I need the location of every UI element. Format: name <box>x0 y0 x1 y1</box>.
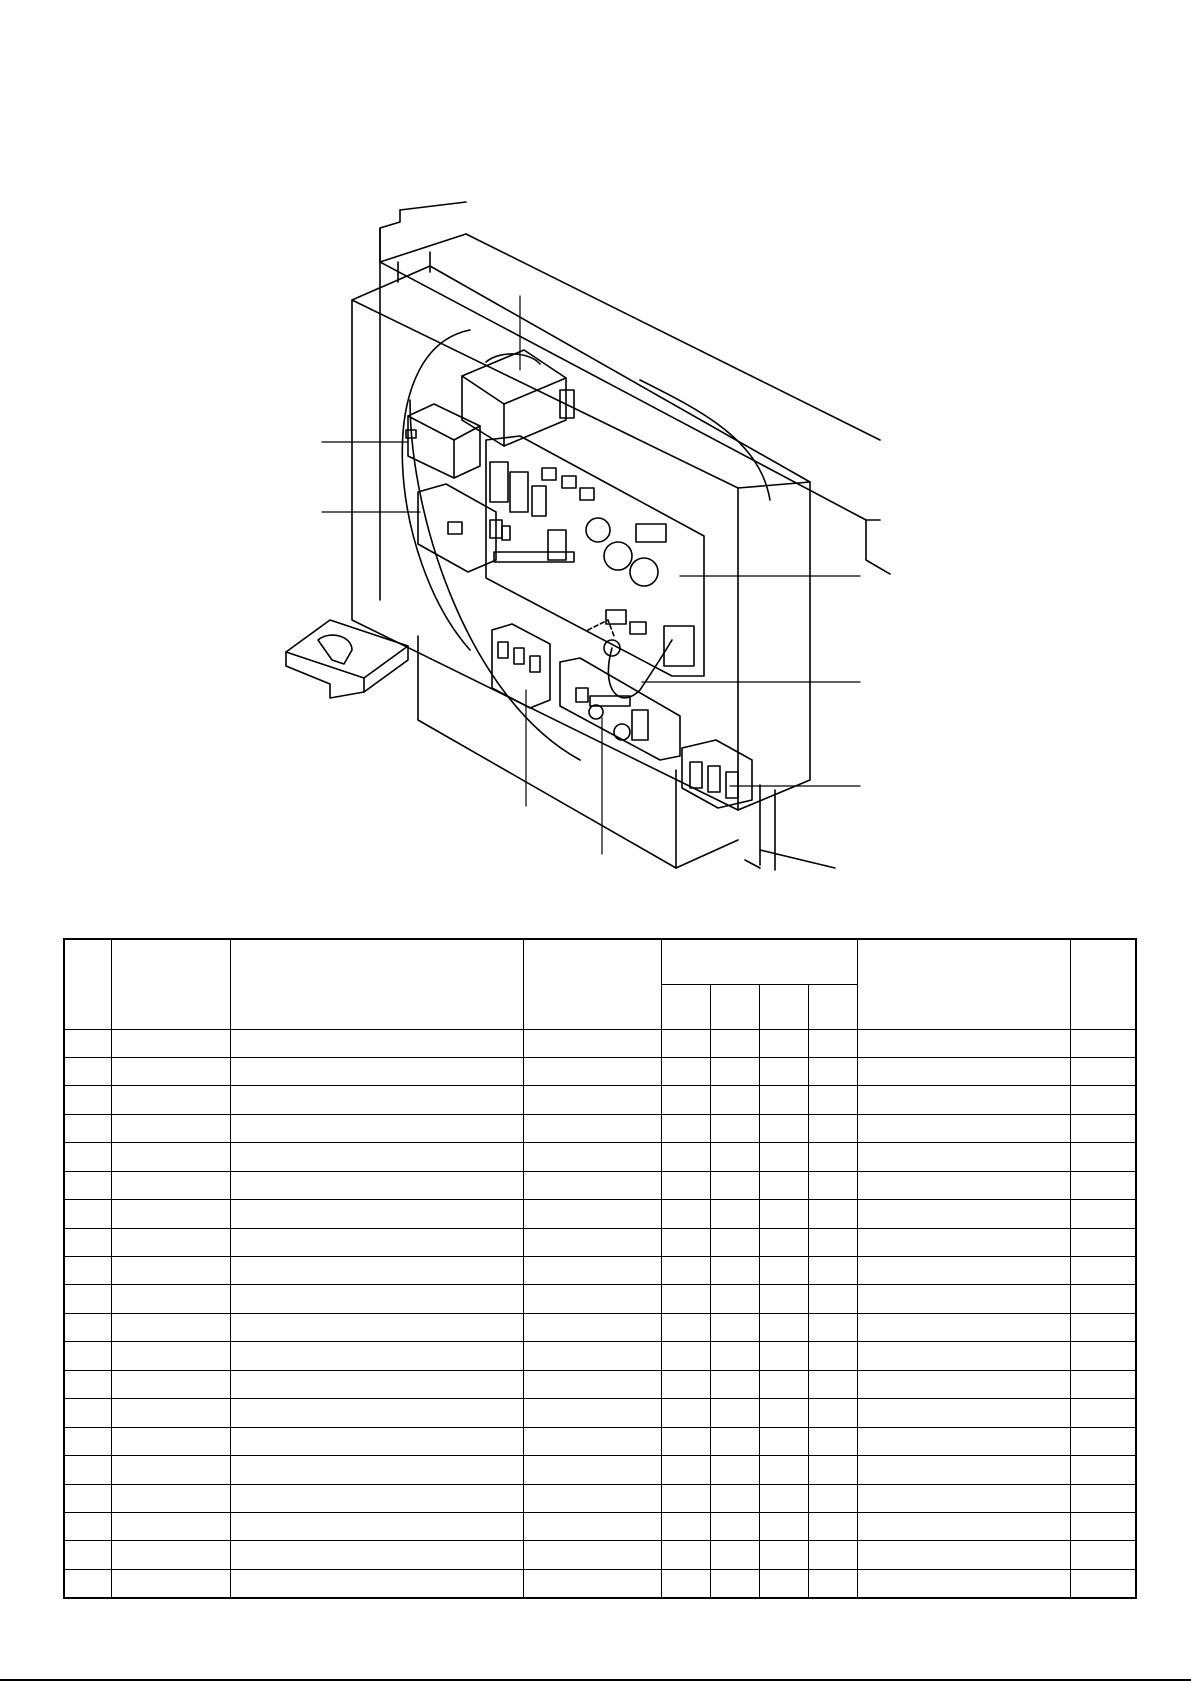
control-box-housing <box>352 266 810 810</box>
header-cell-location-no <box>64 939 111 1029</box>
table-cell <box>111 1029 230 1057</box>
table-cell <box>661 1569 710 1598</box>
table-cell <box>857 1427 1070 1455</box>
table-cell <box>808 1114 857 1142</box>
header-cell-qty-a <box>661 984 710 1029</box>
header-cell-qty-c <box>759 984 808 1029</box>
table-cell <box>523 1171 661 1199</box>
table-cell <box>710 1029 759 1057</box>
table-cell <box>1070 1057 1136 1085</box>
table-row <box>64 1285 1136 1313</box>
table-cell <box>857 1456 1070 1484</box>
table-cell <box>710 1512 759 1540</box>
table-row <box>64 1484 1136 1512</box>
table-cell <box>1070 1171 1136 1199</box>
table-cell <box>523 1200 661 1228</box>
relay <box>406 404 480 478</box>
table-cell <box>111 1257 230 1285</box>
table-row <box>64 1228 1136 1256</box>
table-cell <box>64 1427 111 1455</box>
transformer <box>462 350 574 446</box>
table-cell <box>857 1370 1070 1398</box>
footer-rule <box>0 1679 1191 1681</box>
table-cell <box>523 1114 661 1142</box>
table-cell <box>759 1541 808 1569</box>
sub-pcb <box>560 658 680 760</box>
table-cell <box>759 1512 808 1540</box>
table-cell <box>857 1200 1070 1228</box>
table-cell <box>808 1399 857 1427</box>
table-cell <box>710 1313 759 1341</box>
table-cell <box>230 1342 523 1370</box>
table-cell <box>808 1029 857 1057</box>
table-cell <box>808 1541 857 1569</box>
table-cell <box>64 1086 111 1114</box>
table-cell <box>1070 1370 1136 1398</box>
table-cell <box>230 1086 523 1114</box>
table-row <box>64 1257 1136 1285</box>
table-row <box>64 1143 1136 1171</box>
table-cell <box>1070 1313 1136 1341</box>
table-cell <box>857 1285 1070 1313</box>
table-cell <box>710 1427 759 1455</box>
table-cell <box>857 1029 1070 1057</box>
table-row <box>64 1512 1136 1540</box>
table-cell <box>759 1399 808 1427</box>
table-cell <box>710 1370 759 1398</box>
table-row <box>64 1370 1136 1398</box>
table-cell <box>64 1057 111 1085</box>
table-cell <box>230 1200 523 1228</box>
header-cell-part-no <box>111 939 230 1029</box>
table-cell <box>759 1285 808 1313</box>
table-row <box>64 1200 1136 1228</box>
table-cell <box>759 1029 808 1057</box>
table-cell <box>64 1257 111 1285</box>
table-cell <box>111 1228 230 1256</box>
table-row <box>64 1057 1136 1085</box>
table-cell <box>857 1228 1070 1256</box>
table-cell <box>64 1200 111 1228</box>
table-cell <box>230 1569 523 1598</box>
table-row <box>64 1171 1136 1199</box>
table-cell <box>1070 1512 1136 1540</box>
table-cell <box>64 1569 111 1598</box>
table-cell <box>710 1541 759 1569</box>
table-cell <box>64 1512 111 1540</box>
table-cell <box>1070 1029 1136 1057</box>
table-cell <box>857 1057 1070 1085</box>
terminal-block <box>682 740 752 808</box>
table-cell <box>111 1285 230 1313</box>
table-cell <box>710 1484 759 1512</box>
table-cell <box>64 1313 111 1341</box>
table-cell <box>857 1484 1070 1512</box>
table-cell <box>523 1313 661 1341</box>
table-cell <box>230 1285 523 1313</box>
table-cell <box>857 1541 1070 1569</box>
table-row <box>64 1029 1136 1057</box>
table-cell <box>64 1029 111 1057</box>
table-row <box>64 1342 1136 1370</box>
table-cell <box>1070 1456 1136 1484</box>
table-cell <box>111 1484 230 1512</box>
table-cell <box>1070 1484 1136 1512</box>
header-cell-qty-b <box>710 984 759 1029</box>
table-cell <box>661 1342 710 1370</box>
table-cell <box>1070 1569 1136 1598</box>
callout-leaders <box>322 296 860 854</box>
table-cell <box>710 1342 759 1370</box>
table-cell <box>661 1456 710 1484</box>
table-cell <box>857 1569 1070 1598</box>
header-cell-price-code <box>1070 939 1136 1029</box>
table-row <box>64 1569 1136 1598</box>
table-cell <box>661 1200 710 1228</box>
table-cell <box>759 1171 808 1199</box>
table-cell <box>1070 1257 1136 1285</box>
chassis-frame <box>380 202 890 870</box>
table-cell <box>111 1057 230 1085</box>
table-cell <box>230 1143 523 1171</box>
table-cell <box>710 1456 759 1484</box>
table-cell <box>1070 1427 1136 1455</box>
table-cell <box>1070 1114 1136 1142</box>
table-cell <box>759 1200 808 1228</box>
table-cell <box>1070 1143 1136 1171</box>
table-row <box>64 1086 1136 1114</box>
table-cell <box>808 1285 857 1313</box>
table-cell <box>111 1342 230 1370</box>
table-cell <box>111 1399 230 1427</box>
table-cell <box>808 1370 857 1398</box>
table-cell <box>111 1200 230 1228</box>
table-cell <box>230 1541 523 1569</box>
table-cell <box>808 1512 857 1540</box>
table-cell <box>1070 1541 1136 1569</box>
table-cell <box>111 1313 230 1341</box>
table-cell <box>230 1399 523 1427</box>
table-cell <box>64 1456 111 1484</box>
table-cell <box>111 1569 230 1598</box>
table-row <box>64 1313 1136 1341</box>
table-cell <box>759 1313 808 1341</box>
table-cell <box>661 1228 710 1256</box>
table-cell <box>111 1456 230 1484</box>
table-cell <box>759 1228 808 1256</box>
table-cell <box>523 1228 661 1256</box>
table-cell <box>111 1541 230 1569</box>
table-cell <box>523 1399 661 1427</box>
table-cell <box>230 1313 523 1341</box>
table-row <box>64 1427 1136 1455</box>
table-cell <box>808 1342 857 1370</box>
table-cell <box>661 1285 710 1313</box>
table-cell <box>759 1427 808 1455</box>
parts-list-table <box>63 938 1137 1599</box>
table-cell <box>64 1370 111 1398</box>
table-cell <box>661 1427 710 1455</box>
fuse-board <box>492 624 550 708</box>
table-cell <box>710 1114 759 1142</box>
table-cell <box>857 1399 1070 1427</box>
table-cell <box>230 1228 523 1256</box>
table-cell <box>661 1257 710 1285</box>
table-cell <box>710 1171 759 1199</box>
table-cell <box>661 1171 710 1199</box>
table-cell <box>808 1569 857 1598</box>
table-cell <box>64 1541 111 1569</box>
table-cell <box>857 1143 1070 1171</box>
table-cell <box>230 1257 523 1285</box>
table-cell <box>111 1427 230 1455</box>
mounting-bracket <box>286 620 738 868</box>
table-cell <box>710 1228 759 1256</box>
table-cell <box>111 1512 230 1540</box>
table-row <box>64 1399 1136 1427</box>
table-row <box>64 1114 1136 1142</box>
table-cell <box>661 1114 710 1142</box>
table-cell <box>64 1285 111 1313</box>
table-cell <box>808 1200 857 1228</box>
header-cell-remarks <box>857 939 1070 1029</box>
table-cell <box>523 1057 661 1085</box>
table-cell <box>661 1541 710 1569</box>
table-cell <box>230 1427 523 1455</box>
table-cell <box>808 1456 857 1484</box>
table-cell <box>661 1143 710 1171</box>
table-cell <box>111 1143 230 1171</box>
table-cell <box>808 1086 857 1114</box>
table-cell <box>710 1569 759 1598</box>
table-cell <box>230 1029 523 1057</box>
table-row <box>64 1541 1136 1569</box>
header-cell-specification <box>523 939 661 1029</box>
table-cell <box>857 1512 1070 1540</box>
table-cell <box>759 1456 808 1484</box>
table-cell <box>64 1399 111 1427</box>
header-cell-description <box>230 939 523 1029</box>
table-cell <box>808 1057 857 1085</box>
table-cell <box>64 1171 111 1199</box>
table-cell <box>759 1057 808 1085</box>
table-cell <box>857 1171 1070 1199</box>
table-cell <box>710 1257 759 1285</box>
table-cell <box>808 1143 857 1171</box>
table-cell <box>523 1143 661 1171</box>
table-cell <box>710 1200 759 1228</box>
table-cell <box>661 1029 710 1057</box>
table-cell <box>759 1143 808 1171</box>
table-cell <box>661 1484 710 1512</box>
table-cell <box>64 1228 111 1256</box>
table-cell <box>523 1285 661 1313</box>
table-cell <box>857 1342 1070 1370</box>
table-cell <box>230 1512 523 1540</box>
table-cell <box>808 1171 857 1199</box>
table-cell <box>661 1057 710 1085</box>
table-cell <box>808 1228 857 1256</box>
table-cell <box>523 1370 661 1398</box>
table-cell <box>759 1114 808 1142</box>
table-cell <box>710 1086 759 1114</box>
table-cell <box>1070 1228 1136 1256</box>
table-header <box>64 939 1136 1029</box>
table-cell <box>857 1114 1070 1142</box>
table-cell <box>808 1257 857 1285</box>
table-cell <box>857 1257 1070 1285</box>
table-cell <box>1070 1399 1136 1427</box>
table-cell <box>759 1342 808 1370</box>
table-cell <box>710 1143 759 1171</box>
table-cell <box>808 1313 857 1341</box>
table-cell <box>759 1484 808 1512</box>
table-cell <box>64 1114 111 1142</box>
table-cell <box>230 1456 523 1484</box>
table-cell <box>523 1029 661 1057</box>
table-cell <box>64 1143 111 1171</box>
table-cell <box>857 1313 1070 1341</box>
table-cell <box>111 1086 230 1114</box>
table-cell <box>1070 1200 1136 1228</box>
table-cell <box>661 1399 710 1427</box>
table-cell <box>230 1171 523 1199</box>
table-cell <box>523 1456 661 1484</box>
table-cell <box>230 1484 523 1512</box>
header-cell-quantity-group <box>661 939 857 984</box>
table-cell <box>523 1086 661 1114</box>
table-cell <box>759 1569 808 1598</box>
table-cell <box>523 1569 661 1598</box>
table-cell <box>523 1541 661 1569</box>
table-cell <box>523 1484 661 1512</box>
table-cell <box>523 1257 661 1285</box>
table-row <box>64 1456 1136 1484</box>
table-cell <box>523 1427 661 1455</box>
table-cell <box>230 1114 523 1142</box>
table-cell <box>230 1370 523 1398</box>
table-cell <box>759 1086 808 1114</box>
table-cell <box>710 1285 759 1313</box>
table-cell <box>808 1484 857 1512</box>
header-cell-qty-d <box>808 984 857 1029</box>
table-cell <box>759 1257 808 1285</box>
terminal-board-small <box>418 484 510 572</box>
table-cell <box>1070 1086 1136 1114</box>
table-cell <box>111 1114 230 1142</box>
table-cell <box>523 1512 661 1540</box>
table-cell <box>523 1342 661 1370</box>
table-cell <box>759 1370 808 1398</box>
table-cell <box>710 1057 759 1085</box>
table-cell <box>1070 1285 1136 1313</box>
table-cell <box>1070 1342 1136 1370</box>
table-cell <box>111 1370 230 1398</box>
table-cell <box>111 1171 230 1199</box>
table-cell <box>857 1086 1070 1114</box>
table-cell <box>64 1342 111 1370</box>
table-body <box>64 1029 1136 1598</box>
table-cell <box>661 1512 710 1540</box>
table-cell <box>710 1399 759 1427</box>
table-cell <box>230 1057 523 1085</box>
table-cell <box>661 1086 710 1114</box>
table-cell <box>64 1484 111 1512</box>
table-cell <box>661 1313 710 1341</box>
table-cell <box>808 1427 857 1455</box>
table-cell <box>661 1370 710 1398</box>
